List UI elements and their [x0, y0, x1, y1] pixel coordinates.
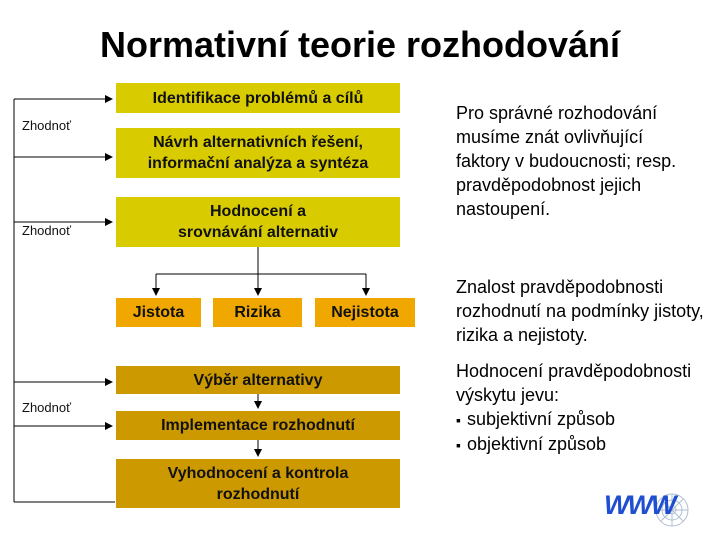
box-identifikace: Identifikace problémů a cílů: [116, 83, 400, 113]
feedback-label: Zhodnoť: [22, 118, 71, 133]
slide-title: Normativní teorie rozhodování: [99, 24, 621, 65]
feedback-label: Zhodnoť: [22, 223, 71, 238]
text-hodnoceni: Hodnocení pravděpodobnosti výskytu jevu:: [456, 361, 692, 405]
feedback-label: Zhodnoť: [22, 400, 71, 415]
logo-text: WWW: [604, 490, 675, 520]
box-vyber: Výběr alternativy: [116, 366, 400, 394]
box-rizika: Rizika: [213, 298, 302, 327]
box-hodnoceni: Hodnocení a srovnávání alternativ: [116, 197, 400, 247]
box-jistota: Jistota: [116, 298, 201, 327]
box-nejistota: Nejistota: [315, 298, 415, 327]
bullet-subjektivni: ▪ subjektivní způsob: [456, 407, 702, 432]
box-vyhodnoceni: Vyhodnocení a kontrola rozhodnutí: [116, 459, 400, 508]
www-logo: [602, 488, 698, 528]
text-znalost: Znalost pravděpodobnosti rozhodnutí na podmínky jistoty, rizika a nejistoty.: [456, 277, 704, 345]
bullet-objektivni: ▪ objektivní způsob: [456, 432, 702, 457]
box-navrh: Návrh alternativních řešení, informační analýza a syntéza: [116, 128, 400, 178]
text-hodnoceni-block: [456, 359, 702, 457]
box-implementace: Implementace rozhodnutí: [116, 411, 400, 440]
text-faktory: Pro správné rozhodování musíme znát ovlivňující faktory v budoucnosti; resp. pravděpodobnost jejich nastoupení.: [456, 103, 677, 219]
